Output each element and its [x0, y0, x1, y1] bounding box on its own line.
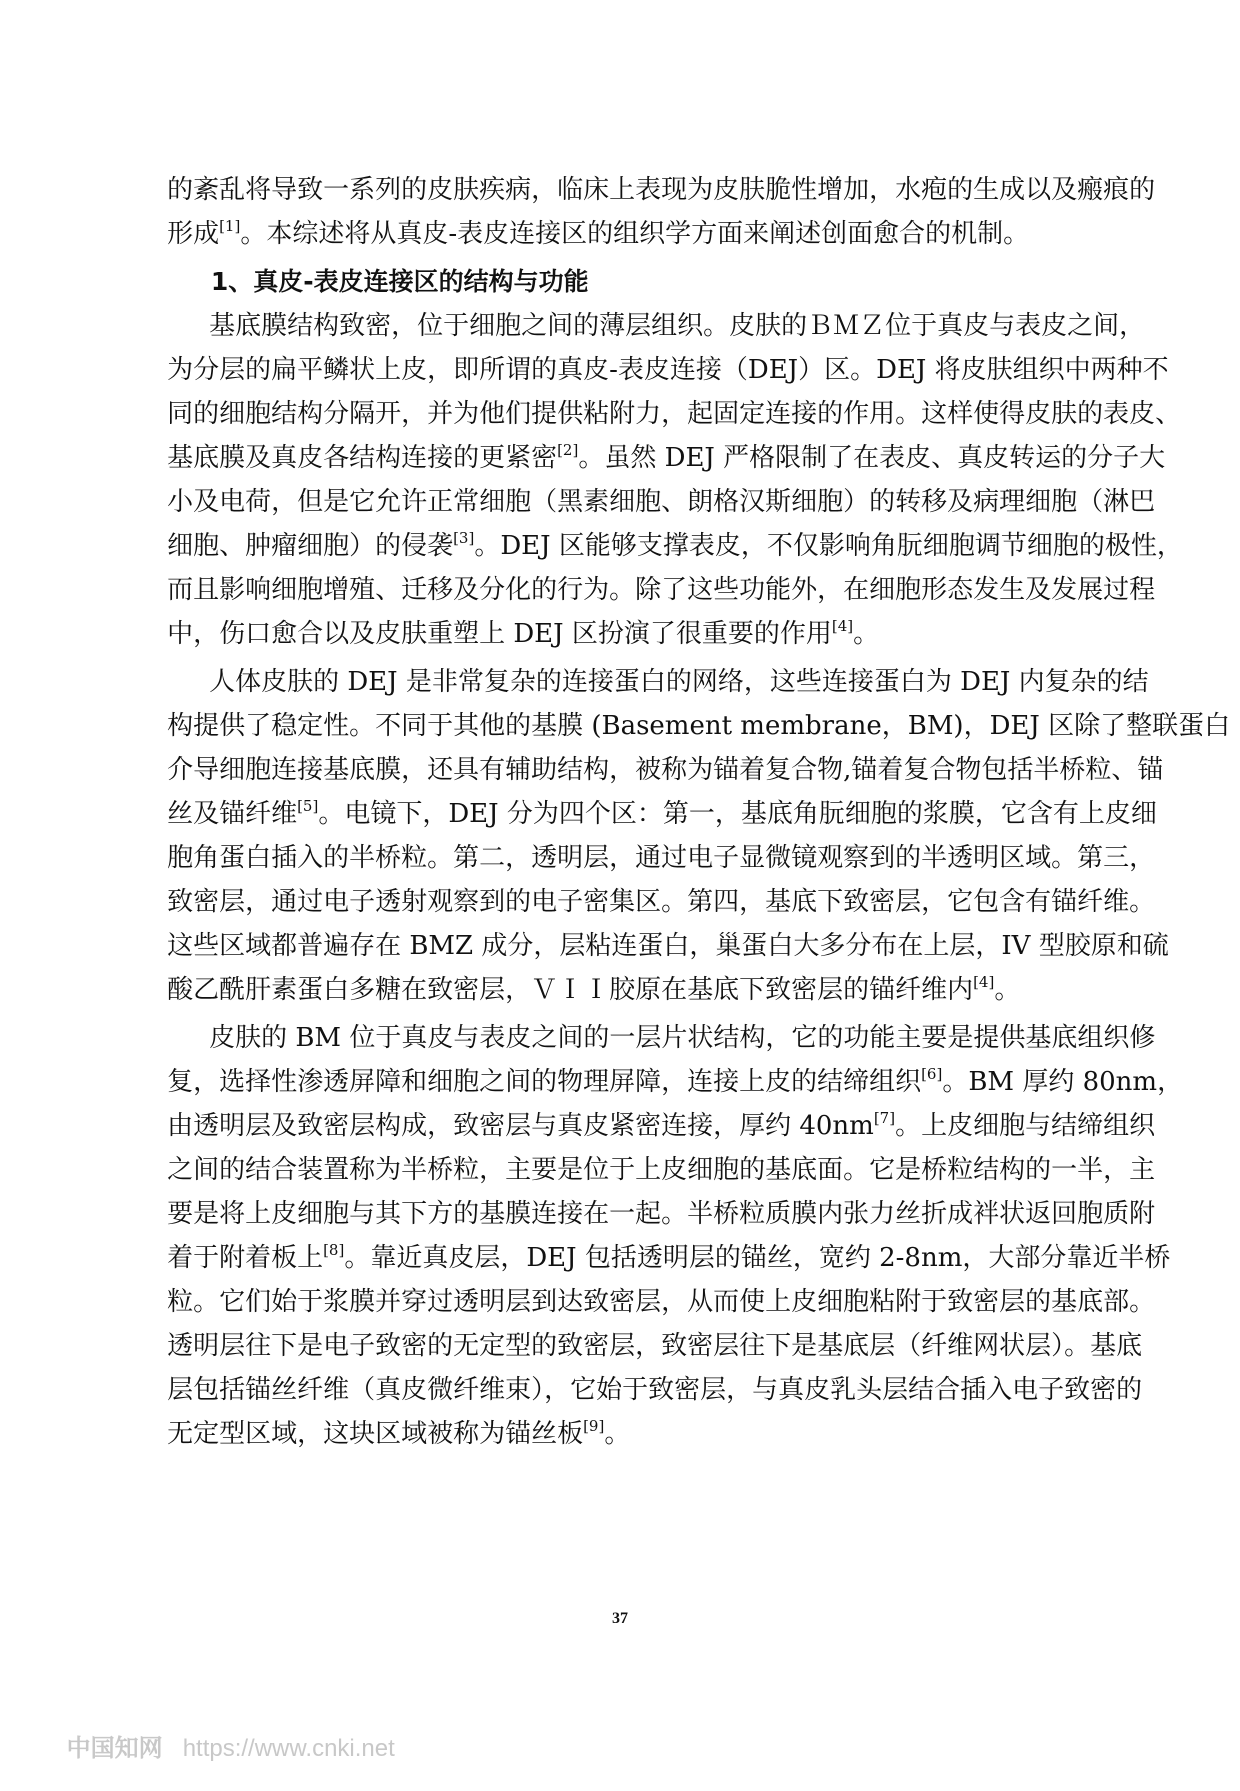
line-text: 酸乙酰肝素蛋白多糖在致密层，ＶＩＩ胶原在基底下致密层的锚纤维内 — [167, 975, 974, 1005]
text-line — [134, 1163, 1156, 1229]
line-text: 由透明层及致密层构成，致密层与真皮紧密连接，厚约 40nm — [167, 1111, 874, 1141]
line-text: 介导细胞连接基底膜，还具有辅助结构，被称为锚着复合物,锚着复合物包括半桥粒、锚 — [167, 755, 1164, 785]
line-text: 形成 — [167, 219, 220, 249]
line-text: 复，选择性渗透屏障和细胞之间的物理屏障，连接上皮的结缔组织 — [167, 1067, 922, 1097]
text-line — [134, 939, 1106, 1005]
text-line — [176, 275, 1146, 341]
line-text: 中，伤口愈合以及皮肤重塑上 DEJ 区扮演了很重要的作用 — [167, 619, 832, 649]
citation-3: [3] — [453, 529, 475, 547]
text-line — [134, 139, 1156, 205]
text-line — [176, 631, 1149, 697]
line-text: 。BM 厚约 80nm， — [942, 1067, 1184, 1097]
line-text: 。DEJ 区能够支撑表皮，不仅影响角朊细胞调节细胞的极性， — [474, 531, 1183, 561]
line-text: 。靠近真皮层，DEJ 包括透明层的锚丝，宽约 2-8nm，大部分靠近半桥 — [344, 1243, 1171, 1273]
line-text: 。 — [994, 975, 1021, 1005]
line-text: 粒。它们始于浆膜并穿过透明层到达致密层，从而使上皮细胞粘附于致密层的基底部。 — [167, 1287, 1156, 1317]
citation-8: [8] — [323, 1241, 345, 1259]
line-text: 。本综述将从真皮-表皮连接区的组织学方面来阐述创面愈合的机制。 — [240, 219, 1030, 249]
text-line — [134, 539, 1156, 605]
text-line — [134, 583, 1106, 649]
line-text: 同的细胞结构分隔开，并为他们提供粘附力，起固定连接的作用。这样使得皮肤的表皮、 — [167, 399, 1182, 429]
text-line — [134, 183, 1106, 249]
text-line — [134, 763, 1157, 829]
text-line — [134, 363, 1182, 429]
cnki-watermark — [40, 1700, 395, 1791]
line-text: 透明层往下是电子致密的无定型的致密层，致密层往下是基底层（纤维网状层）。基底 — [167, 1331, 1143, 1361]
citation-6: [6] — [921, 1065, 943, 1083]
line-text: 这些区域都普遍存在 BMZ 成分，层粘连蛋白，巢蛋白大多分布在上层，IV 型胶原和硫 — [167, 931, 1169, 961]
line-text: 之间的结合装置称为半桥粒，主要是位于上皮细胞的基底面。它是桥粒结构的一半，主 — [167, 1155, 1156, 1185]
line-text: 细胞、肿瘤细胞）的侵袭 — [167, 531, 454, 561]
line-text: 的紊乱将导致一系列的皮肤疾病，临床上表现为皮肤脆性增加，水疱的生成以及瘢痕的 — [167, 175, 1156, 205]
line-text: 致密层，通过电子透射观察到的电子密集区。第四，基底下致密层，它包含有锚纤维。 — [167, 887, 1156, 917]
line-text: 丝及锚纤维 — [167, 799, 298, 829]
line-text: 。电镜下，DEJ 分为四个区：第一，基底角朊细胞的浆膜，它含有上皮细 — [318, 799, 1157, 829]
citation-4: [4] — [831, 617, 854, 635]
citation-2: [2] — [557, 441, 579, 459]
citation-5: [5] — [297, 797, 319, 815]
line-text: 人体皮肤的 DEJ 是非常复杂的连接蛋白的网络，这些连接蛋白为 DEJ 内复杂的结 — [209, 667, 1149, 697]
line-text: 要是将上皮细胞与其下方的基膜连接在一起。半桥粒质膜内张力丝折成袢状返回胞质附 — [167, 1199, 1156, 1229]
citation-1: [1] — [219, 217, 241, 235]
text-line — [134, 719, 1164, 785]
text-line — [134, 1295, 1143, 1361]
page-number: 37 — [612, 1610, 628, 1627]
line-text: 而且影响细胞增殖、迁移及分化的行为。除了这些功能外，在细胞形态发生及发展过程 — [167, 575, 1156, 605]
citation-4b: [4] — [973, 973, 995, 991]
line-text: 。 — [604, 1419, 631, 1449]
heading-text: 1、真皮-表皮连接区的结构与功能 — [210, 267, 589, 296]
text-line — [134, 851, 1156, 917]
text-line — [134, 807, 1156, 873]
text-line — [134, 451, 1156, 517]
line-text: 。上皮细胞与结缔组织 — [895, 1111, 1156, 1141]
text-line — [134, 675, 1231, 741]
text-line — [134, 495, 1183, 561]
text-line — [134, 407, 1166, 473]
text-line — [134, 1119, 1156, 1185]
text-line — [134, 1339, 1143, 1405]
text-line — [176, 987, 1156, 1053]
watermark-brand: 中国知网 — [66, 1735, 163, 1762]
text-line — [134, 319, 1169, 385]
text-line — [134, 1383, 1106, 1449]
text-line — [134, 1031, 1184, 1097]
line-text: 着于附着板上 — [167, 1243, 324, 1273]
citation-9: [9] — [583, 1417, 605, 1435]
section-heading — [176, 231, 1106, 296]
line-text: 层包括锚丝纤维（真皮微纤维束），它始于致密层，与真皮乳头层结合插入电子致密的 — [167, 1375, 1143, 1405]
line-text: 无定型区域，这块区域被称为锚丝板 — [167, 1419, 584, 1449]
line-text: 小及电荷，但是它允许正常细胞（黑素细胞、朗格汉斯细胞）的转移及病理细胞（淋巴 — [167, 487, 1156, 517]
line-text: 基底膜结构致密，位于细胞之间的薄层组织。皮肤的ＢＭＺ位于真皮与表皮之间， — [209, 311, 1146, 341]
watermark-url: https://www.cnki.net — [182, 1735, 395, 1762]
line-text: 胞角蛋白插入的半桥粒。第二，透明层，通过电子显微镜观察到的半透明区域。第三， — [167, 843, 1156, 873]
text-line — [134, 895, 1169, 961]
line-text: 。虽然 DEJ 严格限制了在表皮、真皮转运的分子大 — [578, 443, 1166, 473]
citation-7: [7] — [873, 1109, 896, 1127]
text-line — [134, 1207, 1171, 1273]
text-line — [134, 1251, 1156, 1317]
line-text: 为分层的扁平鳞状上皮，即所谓的真皮-表皮连接（DEJ）区。DEJ 将皮肤组织中两种不 — [167, 355, 1169, 385]
line-text: 。 — [853, 619, 880, 649]
line-text: 基底膜及真皮各结构连接的更紧密 — [167, 443, 558, 473]
line-text: 构提供了稳定性。不同于其他的基膜 (Basement membrane，BM)，DEJ 区除了整联蛋白 — [167, 711, 1231, 741]
line-text: 皮肤的 BM 位于真皮与表皮之间的一层片状结构，它的功能主要是提供基底组织修 — [209, 1023, 1156, 1053]
